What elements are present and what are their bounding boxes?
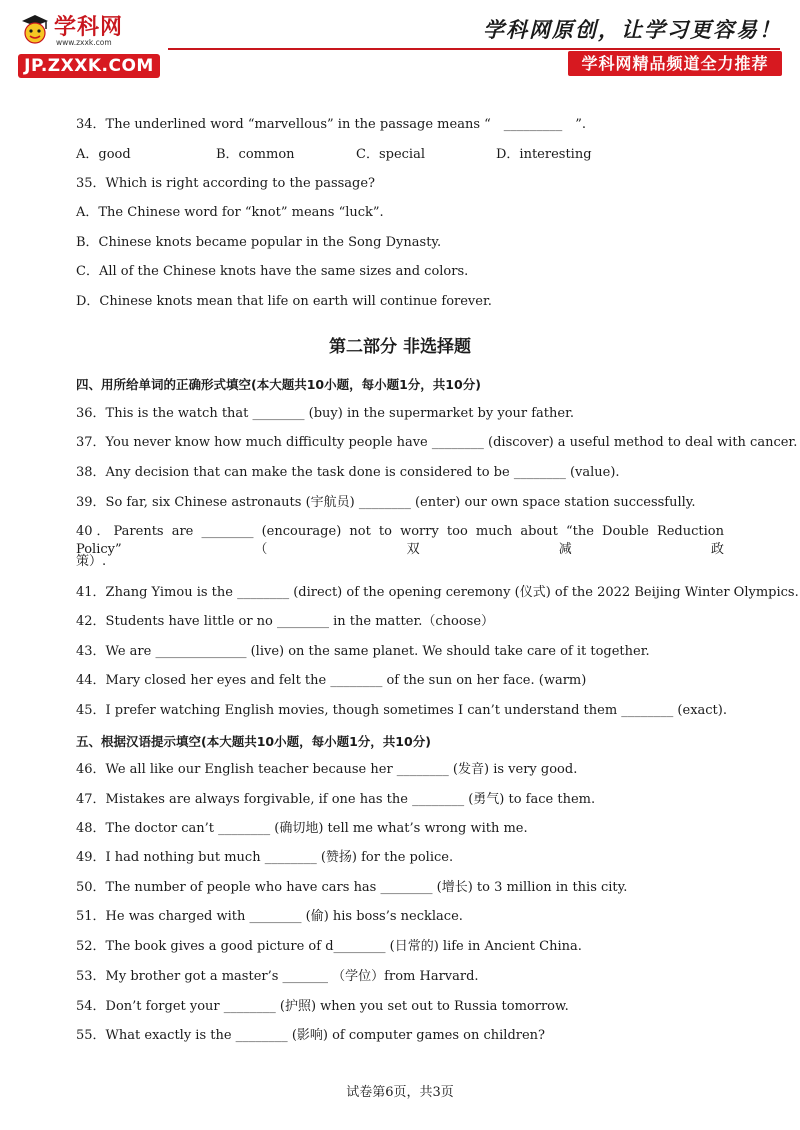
brand-name: 学科网 bbox=[54, 15, 124, 40]
q43: 43．We are ______________ (live) on the same planet. We should take care of it together. bbox=[76, 644, 650, 659]
q35-option-d[interactable]: D．Chinese knots mean that life on earth will continue forever. bbox=[76, 294, 492, 309]
q41: 41．Zhang Yimou is the ________ (direct) of the opening ceremony (仪式) of the 2022 Beijing Winter Olympics. bbox=[76, 585, 799, 600]
channel-badge: 学科网精品频道全力推荐 bbox=[568, 51, 782, 76]
q34-stem: 34．The underlined word “marvellous” in the passage means “ _________ ”. bbox=[76, 117, 587, 132]
q48: 48．The doctor can’t ________ (确切地) tell me what’s wrong with me. bbox=[76, 821, 528, 836]
q34-option-c[interactable]: C．special bbox=[356, 147, 425, 162]
q46: 46．We all like our English teacher because her ________ (发音) is very good. bbox=[76, 762, 578, 777]
page-footer: 试卷第6页，共3页 bbox=[346, 1085, 454, 1100]
q54: 54．Don’t forget your ________ (护照) when you set out to Russia tomorrow. bbox=[76, 999, 569, 1014]
q45: 45．I prefer watching English movies, though sometimes I can’t understand them ________ (exact). bbox=[76, 703, 727, 718]
zxxk-logo[interactable] bbox=[14, 6, 164, 78]
q49: 49．I had nothing but much ________ (赞扬) for the police. bbox=[76, 850, 454, 865]
q34-option-b[interactable]: B．common bbox=[216, 147, 295, 162]
q47: 47．Mistakes are always forgivable, if one has the ________ (勇气) to face them. bbox=[76, 792, 596, 807]
mascot-icon bbox=[18, 12, 52, 46]
header-divider bbox=[168, 48, 780, 50]
q51: 51．He was charged with ________ (偷) his boss’s necklace. bbox=[76, 909, 463, 924]
q53: 53．My brother got a master’s _______ （学位）from Harvard. bbox=[76, 969, 479, 984]
q35-stem: 35．Which is right according to the passage? bbox=[76, 176, 376, 191]
header-slogan: 学科网原创，让学习更容易！ bbox=[483, 17, 782, 42]
q35-option-c[interactable]: C．All of the Chinese knots have the same sizes and colors. bbox=[76, 264, 469, 279]
q34-options bbox=[76, 146, 676, 164]
q39: 39．So far, six Chinese astronauts (宇航员) ________ (enter) our own space station successfully. bbox=[76, 495, 696, 510]
part2-title: 第二部分 非选择题 bbox=[329, 337, 471, 357]
brand-url: www.zxxk.com bbox=[56, 38, 112, 47]
q34-option-a[interactable]: A．good bbox=[76, 147, 131, 162]
q52: 52．The book gives a good picture of d________ (日常的) life in Ancient China. bbox=[76, 939, 582, 954]
q55: 55．What exactly is the ________ (影响) of computer games on children? bbox=[76, 1028, 546, 1043]
q42: 42．Students have little or no ________ in the matter.（choose） bbox=[76, 614, 495, 629]
q34-option-d[interactable]: D．interesting bbox=[496, 147, 592, 162]
q38: 38．Any decision that can make the task done is considered to be ________ (value). bbox=[76, 465, 620, 480]
q35-option-a[interactable]: A．The Chinese word for “knot” means “luck”. bbox=[76, 205, 384, 220]
section5-heading: 五、根据汉语提示填空(本大题共10小题，每小题1分，共10分) bbox=[76, 734, 431, 749]
q37: 37．You never know how much difficulty people have ________ (discover) a useful method to deal with cancer. bbox=[76, 435, 798, 450]
q50: 50．The number of people who have cars has ________ (增长) to 3 million in this city. bbox=[76, 880, 628, 895]
q40: 40．Parents are ________ (encourage) not to worry too much about “the Double Reduction Policy”（双减政 bbox=[76, 524, 724, 557]
q35-option-b[interactable]: B．Chinese knots became popular in the Song Dynasty. bbox=[76, 235, 442, 250]
jp-badge: JP.ZXXK.COM bbox=[18, 54, 160, 78]
section4-heading: 四、用所给单词的正确形式填空(本大题共10小题，每小题1分，共10分) bbox=[76, 377, 481, 392]
q40-continued: 策）. bbox=[76, 554, 107, 569]
q44: 44．Mary closed her eyes and felt the ________ of the sun on her face. (warm) bbox=[76, 673, 587, 688]
page-header bbox=[0, 0, 800, 80]
q36: 36．This is the watch that ________ (buy) in the supermarket by your father. bbox=[76, 406, 575, 421]
